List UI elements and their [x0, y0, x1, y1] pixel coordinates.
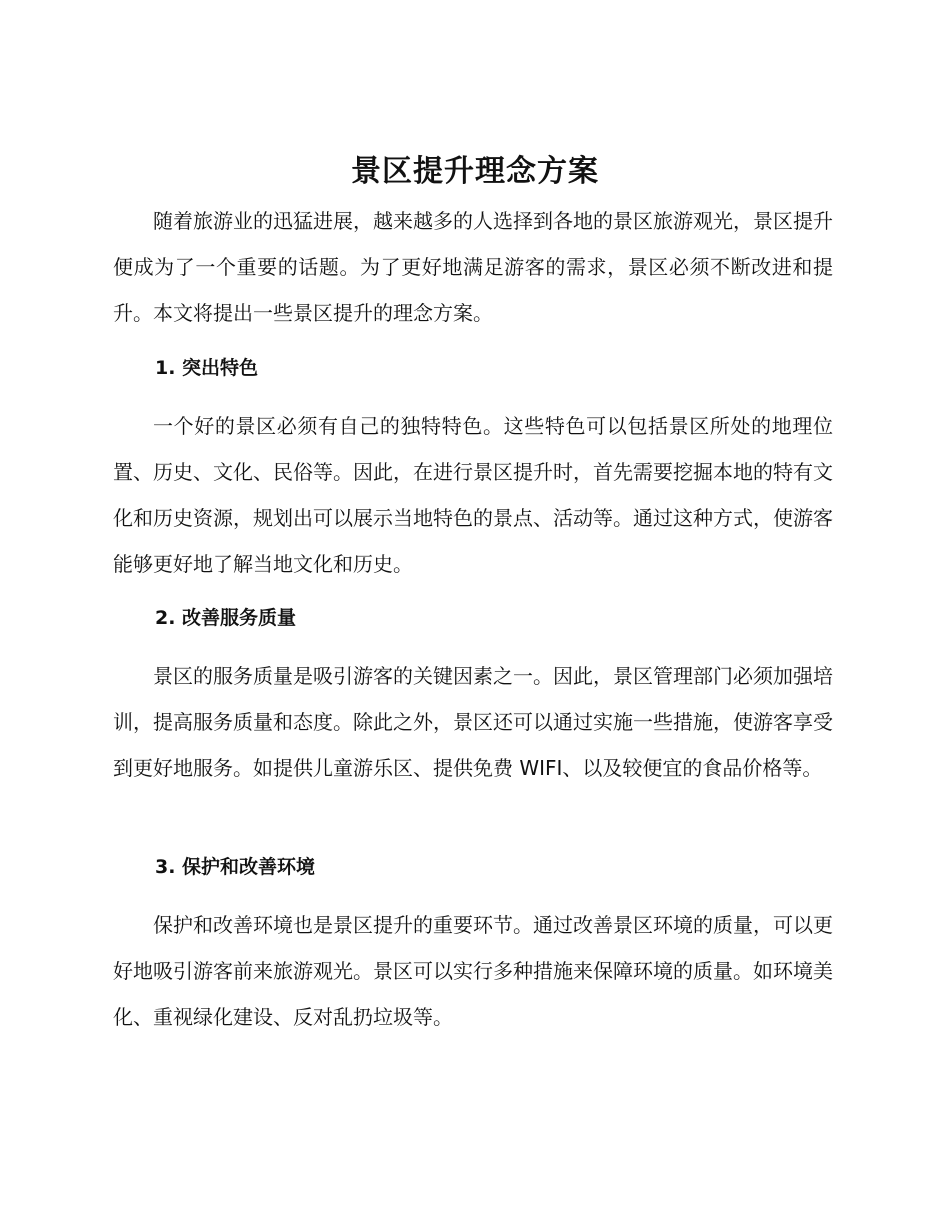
- section-body-2: 景区的服务质量是吸引游客的关键因素之一。因此，景区管理部门必须加强培训，提高服务质量和态度。除此之外，景区还可以通过实施一些措施，使游客享受到更好地服务。如提供儿童游乐区、提供免费 WIFI、以及较便宜的食品价格等。: [113, 664, 833, 780]
- section-heading-3: 3. 保护和改善环境: [155, 856, 316, 878]
- section-body-1: 一个好的景区必须有自己的独特特色。这些特色可以包括景区所处的地理位置、历史、文化、民俗等。因此，在进行景区提升时，首先需要挖掘本地的特有文化和历史资源，规划出可以展示当地特色的景点、活动等。通过这种方式，使游客能够更好地了解当地文化和历史。: [113, 414, 833, 576]
- document-title: 景区提升理念方案: [351, 154, 599, 189]
- intro-paragraph: 随着旅游业的迅猛进展，越来越多的人选择到各地的景区旅游观光，景区提升便成为了一个重要的话题。为了更好地满足游客的需求，景区必须不断改进和提升。本文将提出一些景区提升的理念方案。: [113, 209, 833, 325]
- section-heading-1: 1. 突出特色: [155, 357, 259, 379]
- section-body-3: 保护和改善环境也是景区提升的重要环节。通过改善景区环境的质量，可以更好地吸引游客前来旅游观光。景区可以实行多种措施来保障环境的质量。如环境美化、重视绿化建设、反对乱扔垃圾等。: [113, 913, 833, 1029]
- section-heading-2: 2. 改善服务质量: [155, 607, 297, 629]
